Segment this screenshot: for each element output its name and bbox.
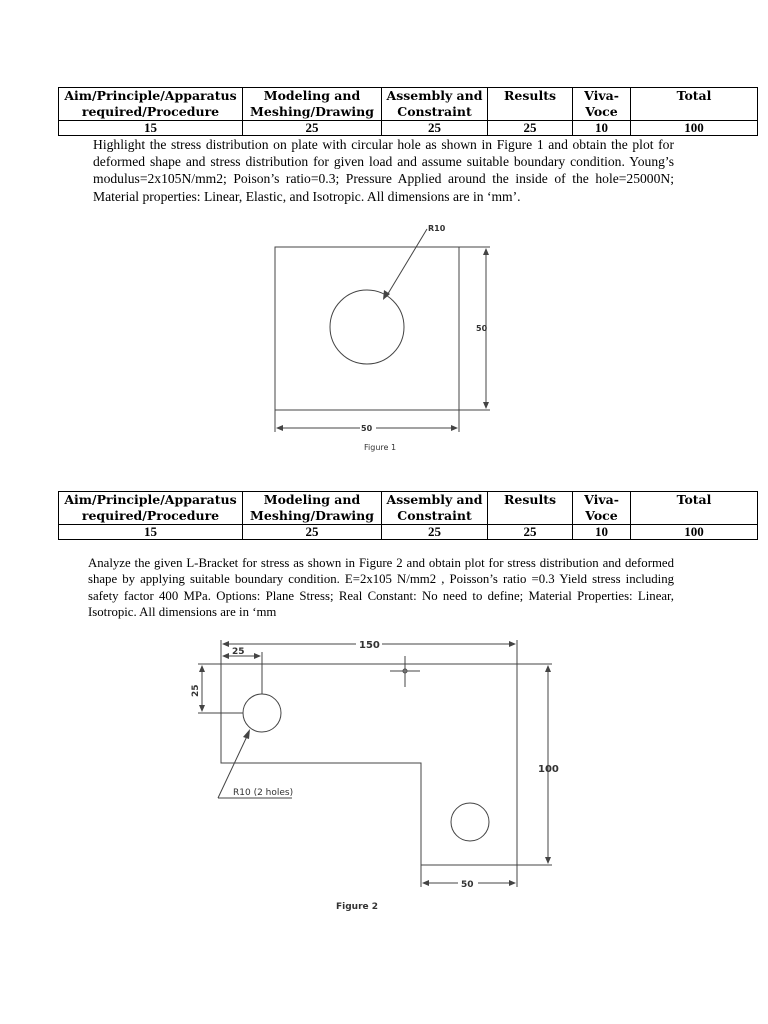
value-assembly: 25	[382, 121, 488, 136]
header-assembly: Assembly and Constraint	[382, 88, 488, 121]
fig2-bottom-width-label: 50	[461, 880, 474, 890]
top-width-arrow-right	[509, 641, 516, 647]
value-results: 25	[488, 121, 573, 136]
fig1-width-label: 50	[361, 424, 373, 433]
header-modeling: Modeling and Meshing/Drawing	[243, 492, 382, 525]
problem1-text: Highlight the stress distribution on plate with circular hole as shown in Figure 1 and obtain the plot for deformed shape and stress distribution for given load and assume suitable boundary condition. Young’s modulus=2x105N/mm2; Poison’s ratio=0.3; Pressure Applied around the inside of the hole=25000N; Material properties: Linear, Elastic, and Isotropic. All dimensions are in ‘mm’.	[93, 137, 674, 204]
fig2-hole-y-label: 25	[191, 684, 201, 697]
header-aim: Aim/Principle/Apparatus required/Procedure	[59, 88, 243, 121]
header-total: Total	[631, 492, 758, 525]
bottom-width-arrow-right	[509, 880, 516, 886]
value-viva: 10	[573, 121, 631, 136]
fig1-radius-label: R10	[428, 224, 446, 233]
fig1-height-label: 50	[476, 324, 488, 333]
right-height-arrow-bottom	[545, 857, 551, 864]
value-assembly: 25	[382, 525, 488, 540]
value-total: 100	[631, 121, 758, 136]
hole-x-arrow-right	[254, 653, 261, 659]
header-aim: Aim/Principle/Apparatus required/Procedure	[59, 492, 243, 525]
problem2-text: Analyze the given L-Bracket for stress as shown in Figure 2 and obtain plot for stress distribution and deformed shape by applying suitable boundary condition. E=2x105 N/mm2 , Poisson’s ratio =0.3 Yield stress including safety factor 400 MPa. Options: Plane Stress; Real Constant: No need to define; Material Properties: Linear, Isotropic. All dimensions are in ‘mm	[88, 556, 674, 620]
header-assembly: Assembly and Constraint	[382, 492, 488, 525]
fig2-caption: Figure 2	[336, 902, 379, 912]
radius-arrowhead	[243, 729, 250, 739]
hole-x-arrow-left	[222, 653, 229, 659]
bracket-hole-right	[451, 803, 489, 841]
header-results: Results	[488, 88, 573, 121]
bracket-hole-left	[243, 694, 281, 732]
value-viva: 10	[573, 525, 631, 540]
top-width-arrow-left	[222, 641, 229, 647]
bottom-width-arrow-left	[422, 880, 429, 886]
value-total: 100	[631, 525, 758, 540]
value-modeling: 25	[243, 525, 382, 540]
hole-y-arrow-top	[199, 665, 205, 672]
hole-y-arrow-bottom	[199, 705, 205, 712]
value-aim: 15	[59, 121, 243, 136]
value-aim: 15	[59, 525, 243, 540]
fig2-top-width-label: 150	[359, 640, 380, 651]
fig2-right-height-label: 100	[538, 764, 559, 775]
header-modeling: Modeling and Meshing/Drawing	[243, 88, 382, 121]
header-viva: Viva- Voce	[573, 492, 631, 525]
fig2-hole-x-label: 25	[232, 647, 245, 657]
fig2-radius-label: R10 (2 holes)	[233, 788, 294, 798]
header-viva: Viva- Voce	[573, 88, 631, 121]
value-modeling: 25	[243, 121, 382, 136]
right-height-arrow-top	[545, 665, 551, 672]
fig1-caption: Figure 1	[364, 443, 397, 452]
header-results: Results	[488, 492, 573, 525]
header-total: Total	[631, 88, 758, 121]
value-results: 25	[488, 525, 573, 540]
